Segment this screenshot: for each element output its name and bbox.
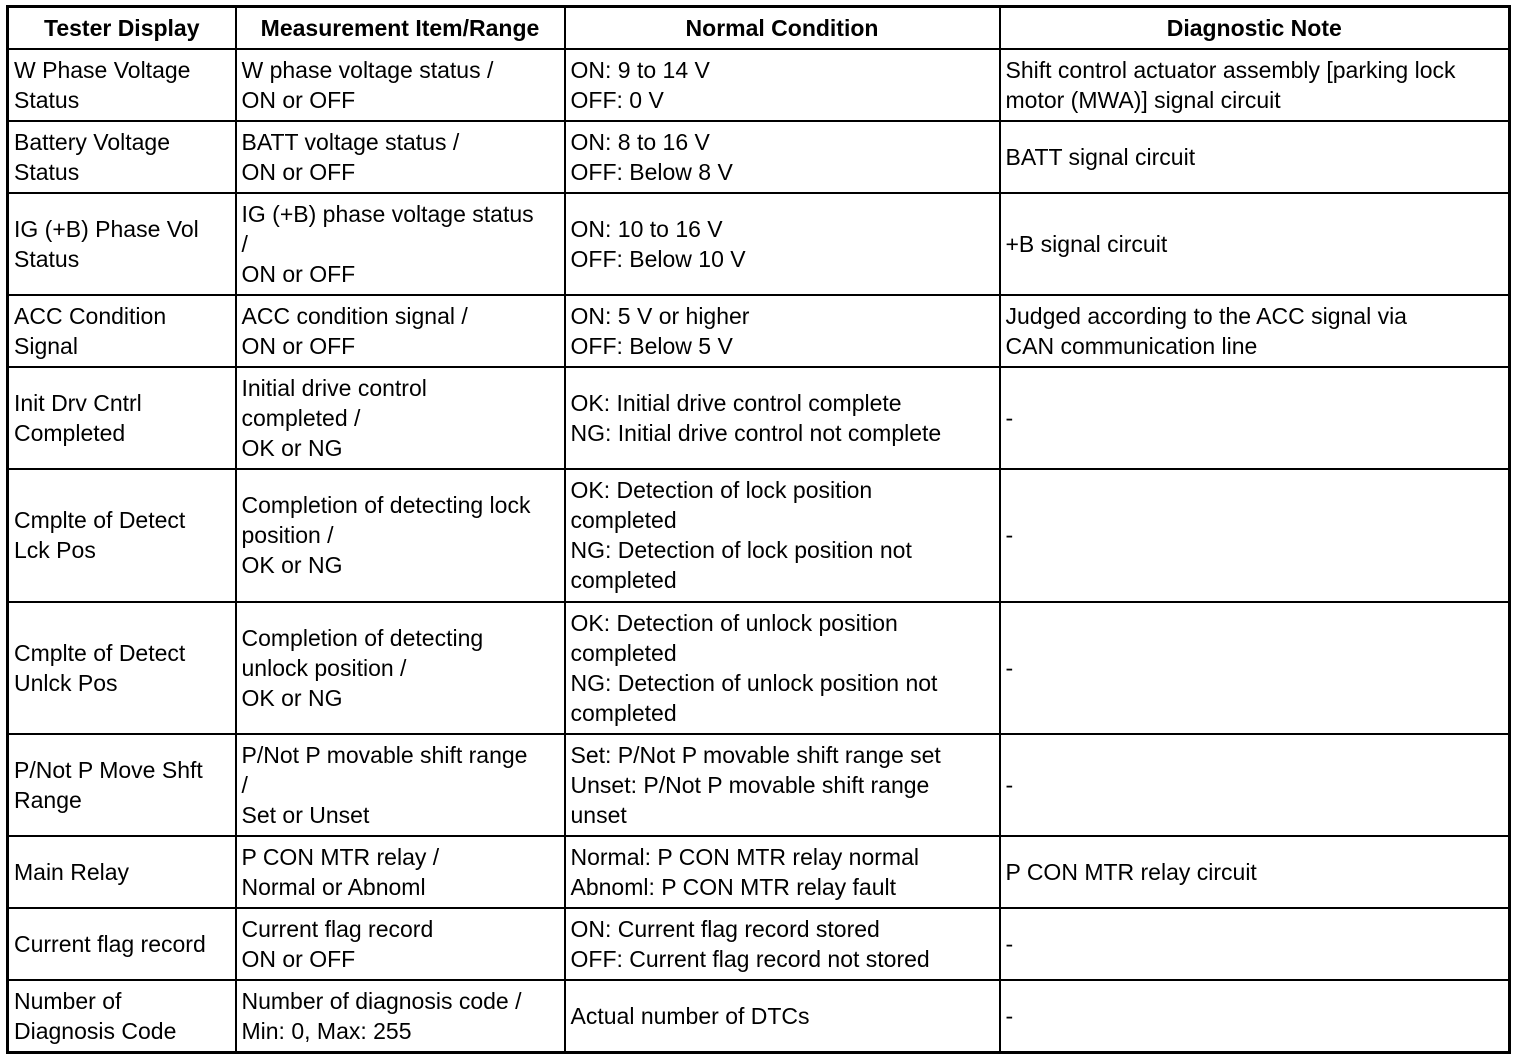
measurement-item-cell: Completion of detecting unlock position / OK or NG [236, 602, 565, 734]
tester-data-table [6, 5, 1511, 1054]
diagnostic-note-cell: - [1000, 602, 1510, 734]
diagnostic-note-cell: P CON MTR relay circuit [1000, 836, 1510, 908]
tester-display-cell: Current flag record [8, 908, 236, 980]
tester-display-cell: Number of Diagnosis Code [8, 980, 236, 1052]
diagnostic-note-cell: Judged according to the ACC signal via CAN communication line [1000, 295, 1510, 367]
header-normal-condition: Normal Condition [565, 7, 1000, 49]
diagnostic-note-cell: +B signal circuit [1000, 193, 1510, 295]
measurement-item-cell: Initial drive control completed / OK or NG [236, 367, 565, 469]
tester-display-cell: Cmplte of Detect Unlck Pos [8, 602, 236, 734]
diagnostic-note-cell: BATT signal circuit [1000, 121, 1510, 193]
header-measurement-item-range: Measurement Item/Range [236, 7, 565, 49]
normal-condition-cell: ON: 10 to 16 V OFF: Below 10 V [565, 193, 1000, 295]
table-body [8, 49, 1510, 1053]
tester-display-cell: ACC Condition Signal [8, 295, 236, 367]
table-row [8, 602, 1510, 734]
table-row [8, 734, 1510, 836]
table-row [8, 193, 1510, 295]
normal-condition-cell: Actual number of DTCs [565, 980, 1000, 1052]
measurement-item-cell: Current flag record ON or OFF [236, 908, 565, 980]
table-row [8, 367, 1510, 469]
measurement-item-cell: Completion of detecting lock position / OK or NG [236, 469, 565, 601]
diagnostic-note-cell: - [1000, 908, 1510, 980]
measurement-item-cell: BATT voltage status / ON or OFF [236, 121, 565, 193]
diagnostic-note-cell: - [1000, 469, 1510, 601]
tester-display-cell: P/Not P Move Shft Range [8, 734, 236, 836]
diagnostic-note-cell: - [1000, 980, 1510, 1052]
normal-condition-cell: OK: Initial drive control complete NG: Initial drive control not complete [565, 367, 1000, 469]
diagnostic-note-cell: - [1000, 367, 1510, 469]
tester-display-cell: Cmplte of Detect Lck Pos [8, 469, 236, 601]
table-row [8, 836, 1510, 908]
tester-display-cell: Main Relay [8, 836, 236, 908]
table-header [8, 7, 1510, 49]
tester-display-cell: W Phase Voltage Status [8, 49, 236, 121]
header-diagnostic-note: Diagnostic Note [1000, 7, 1510, 49]
tester-display-cell: Init Drv Cntrl Completed [8, 367, 236, 469]
table-row [8, 295, 1510, 367]
normal-condition-cell: ON: 8 to 16 V OFF: Below 8 V [565, 121, 1000, 193]
table-row [8, 469, 1510, 601]
normal-condition-cell: Normal: P CON MTR relay normal Abnoml: P CON MTR relay fault [565, 836, 1000, 908]
normal-condition-cell: OK: Detection of unlock position completed NG: Detection of unlock position not completed [565, 602, 1000, 734]
table-row [8, 908, 1510, 980]
measurement-item-cell: Number of diagnosis code / Min: 0, Max: 255 [236, 980, 565, 1052]
table-row [8, 49, 1510, 121]
table-row [8, 980, 1510, 1052]
table-row [8, 121, 1510, 193]
diagnostic-note-cell: Shift control actuator assembly [parking lock motor (MWA)] signal circuit [1000, 49, 1510, 121]
measurement-item-cell: IG (+B) phase voltage status / ON or OFF [236, 193, 565, 295]
measurement-item-cell: W phase voltage status / ON or OFF [236, 49, 565, 121]
measurement-item-cell: P CON MTR relay / Normal or Abnoml [236, 836, 565, 908]
normal-condition-cell: ON: 5 V or higher OFF: Below 5 V [565, 295, 1000, 367]
measurement-item-cell: ACC condition signal / ON or OFF [236, 295, 565, 367]
diagnostic-note-cell: - [1000, 734, 1510, 836]
normal-condition-cell: OK: Detection of lock position completed NG: Detection of lock position not completed [565, 469, 1000, 601]
header-row [8, 7, 1510, 49]
normal-condition-cell: Set: P/Not P movable shift range set Unset: P/Not P movable shift range unset [565, 734, 1000, 836]
tester-display-cell: IG (+B) Phase Vol Status [8, 193, 236, 295]
header-tester-display: Tester Display [8, 7, 236, 49]
measurement-item-cell: P/Not P movable shift range / Set or Unset [236, 734, 565, 836]
normal-condition-cell: ON: Current flag record stored OFF: Current flag record not stored [565, 908, 1000, 980]
normal-condition-cell: ON: 9 to 14 V OFF: 0 V [565, 49, 1000, 121]
tester-display-cell: Battery Voltage Status [8, 121, 236, 193]
